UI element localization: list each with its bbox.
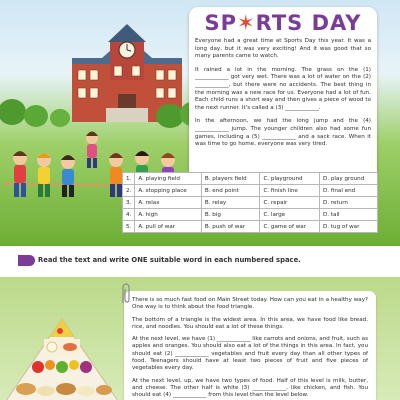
answer-options-table bbox=[122, 172, 378, 233]
option-row bbox=[123, 173, 378, 185]
answer-option[interactable]: B. push of war bbox=[201, 221, 260, 233]
answer-option[interactable]: C. game of war bbox=[260, 221, 320, 233]
answer-option[interactable]: D. tall bbox=[320, 209, 378, 221]
paragraph: There is so much fast food on Main Street today. How can you eat in a healthy way? One way is to think about the food triangle. bbox=[132, 297, 368, 311]
answer-option[interactable]: B. players field bbox=[201, 173, 260, 185]
sports-day-title bbox=[195, 11, 371, 35]
paragraph: At the next level, up, we have two types of food. Half of this level is milk, butter, and cheese. The other half is white (3) ____________, like chicken, and fish. You should eat (4) ____________ from this level than the level below. bbox=[132, 377, 368, 399]
paperclip-icon bbox=[120, 283, 130, 305]
paragraph: At the next level, we have (1) ____________ like carrots and onions, and fruit, such as apples and oranges. You should also eat a lot of the things in this area. In fact, you should eat (2) ____________ vegetables and fruit every day than all other types of food. Teenagers should have at least two pieces of fruit and five pieces of vegetables every day. bbox=[132, 336, 368, 372]
food-reading-panel bbox=[124, 291, 376, 400]
answer-option[interactable]: B. big bbox=[201, 209, 260, 221]
title-part: RTS DAY bbox=[255, 11, 362, 35]
question-number: 2. bbox=[123, 185, 135, 197]
answer-option[interactable]: D. tug of war bbox=[320, 221, 378, 233]
exercise-instruction bbox=[18, 253, 398, 267]
answer-option[interactable]: A. relax bbox=[135, 197, 202, 209]
answer-option[interactable]: D. final end bbox=[320, 185, 378, 197]
food-triangle-section bbox=[0, 277, 400, 400]
question-number: 4. bbox=[123, 209, 135, 221]
paragraph: In the afternoon, we had the long jump and the (4) ____________ jump. The younger children also had some fun games, including a (5) ____________ and a sack race. When it was time to go home, everyone was very tired. bbox=[195, 118, 371, 148]
answer-option[interactable]: C. finish line bbox=[260, 185, 320, 197]
option-row bbox=[123, 221, 378, 233]
answer-option[interactable]: D. return bbox=[320, 197, 378, 209]
food-pyramid-illustration bbox=[4, 317, 120, 400]
option-row bbox=[123, 209, 378, 221]
answer-option[interactable]: A. pull of war bbox=[135, 221, 202, 233]
answer-option[interactable]: A. playing field bbox=[135, 173, 202, 185]
answer-option[interactable]: C. repair bbox=[260, 197, 320, 209]
question-number: 1. bbox=[123, 173, 135, 185]
answer-option[interactable]: C. large bbox=[260, 209, 320, 221]
star-icon: ✶ bbox=[237, 11, 256, 35]
paragraph: It rained a lot in the morning. The grass on the (1) ____________ got very wet. There was a lot of water on the (2) ____________, but there were no accidents. The best thing in the morning was a new race for us. Everyone had a lot of fun. Each child runs a short way and then gives a piece of wood to the next runner. It's called a (3) ____________. bbox=[195, 66, 371, 111]
instruction-text: Read the text and write ONE suitable word in each numbered space. bbox=[38, 256, 301, 264]
answer-option[interactable]: A. high bbox=[135, 209, 202, 221]
paragraph: The bottom of a triangle is the widest area. In this area, we have food like bread, rice, and noodles. You should eat a lot of these things. bbox=[132, 316, 368, 330]
answer-option[interactable]: C. playground bbox=[260, 173, 320, 185]
paragraph: Everyone had a great time at Sports Day this year. It was a long day, but it was very exciting! And it was good that so many parents came to watch. bbox=[195, 38, 371, 60]
answer-option[interactable]: B. end point bbox=[201, 185, 260, 197]
title-part: SP bbox=[204, 11, 238, 35]
answer-option[interactable]: A. stopping place bbox=[135, 185, 202, 197]
reading-text-panel bbox=[189, 7, 377, 193]
question-number: 3. bbox=[123, 197, 135, 209]
answer-option[interactable]: D. play ground bbox=[320, 173, 378, 185]
option-row bbox=[123, 197, 378, 209]
answer-option[interactable]: B. relay bbox=[201, 197, 260, 209]
question-number: 5. bbox=[123, 221, 135, 233]
exercise-badge-icon bbox=[18, 255, 35, 266]
option-row bbox=[123, 185, 378, 197]
